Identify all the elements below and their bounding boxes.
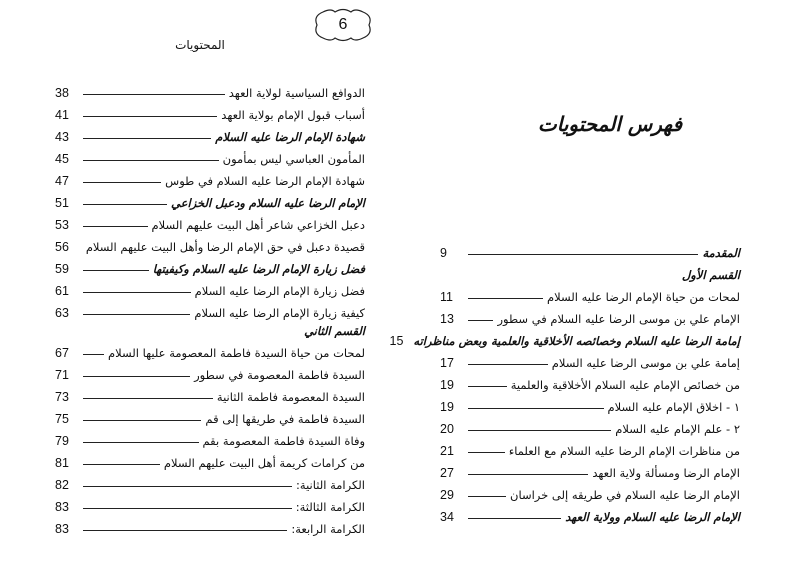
leader-line (468, 430, 611, 431)
leader-line (468, 298, 543, 299)
left-page (55, 0, 365, 561)
entry-title: المأمون العباسي ليس بمأمون (222, 152, 365, 166)
toc-entry[interactable] (55, 144, 365, 166)
entry-page: 53 (55, 218, 69, 232)
toc-entry[interactable] (440, 392, 740, 414)
entry-page: 15 (389, 334, 404, 348)
entry-page: 63 (55, 306, 69, 320)
entry-page: 41 (55, 108, 69, 122)
leader-line (83, 116, 217, 117)
entry-page: 11 (440, 290, 453, 304)
entry-title: الكرامة الثالثة: (295, 500, 365, 514)
leader-line (83, 530, 287, 531)
entry-page: 71 (55, 368, 69, 382)
toc-entry[interactable] (55, 492, 365, 514)
entry-title: الكرامة الثانية: (296, 478, 365, 492)
running-header: المحتويات (175, 38, 225, 52)
toc-entry[interactable] (440, 348, 740, 370)
entry-title: المقدمة (702, 246, 740, 260)
toc-entry[interactable] (55, 404, 365, 426)
entry-page: 79 (55, 434, 69, 448)
leader-line (468, 408, 604, 409)
entry-title: السيدة المعصومة فاطمة الثانية (216, 390, 365, 404)
toc-entry[interactable] (389, 326, 740, 348)
toc-entry[interactable] (55, 122, 365, 144)
toc-entry[interactable] (55, 254, 365, 276)
leader-line (83, 464, 160, 465)
entry-title: شهادة الإمام الرضا عليه السلام (215, 130, 365, 144)
right-page (389, 0, 740, 561)
toc-section-2 (55, 316, 365, 536)
entry-page: 83 (55, 522, 69, 536)
toc-entry[interactable] (440, 370, 740, 392)
toc-entry[interactable] (55, 232, 365, 254)
entry-title: وفاة السيدة فاطمة المعصومة بقم (202, 434, 365, 448)
entry-page: 21 (440, 444, 454, 458)
page-number: 6 (338, 16, 348, 33)
toc-entry[interactable] (440, 304, 740, 326)
entry-title: فضل زيارة الإمام الرضا عليه السلام (194, 284, 365, 298)
leader-line (468, 254, 698, 255)
page-number-badge (313, 8, 373, 42)
entry-page: 34 (440, 510, 454, 524)
leader-line (83, 94, 225, 95)
leader-line (83, 182, 161, 183)
leader-line (83, 486, 292, 487)
leader-line (468, 364, 548, 365)
entry-page: 27 (440, 466, 454, 480)
entry-page: 81 (55, 456, 69, 470)
toc-entry[interactable] (55, 210, 365, 232)
entry-page: 9 (440, 246, 447, 260)
entry-title: قصيدة دعبل في حق الإمام الرضا وأهل البيت عليهم السلام (85, 240, 365, 254)
leader-line (83, 292, 191, 293)
entry-title: من مناظرات الإمام الرضا عليه السلام مع العلماء (508, 444, 740, 458)
entry-title: دعبل الخزاعي شاعر أهل البيت عليهم السلام (151, 218, 365, 232)
leader-line (83, 314, 190, 315)
entry-title: إمامة علي بن موسى الرضا عليه السلام (551, 356, 740, 370)
entry-title: إمامة الرضا عليه السلام وخصائصه الأخلاقية والعلمية وبعض مناظراته (413, 334, 740, 348)
entry-page: 59 (55, 262, 69, 276)
entry-title: ١ - اخلاق الإمام عليه السلام (607, 400, 740, 414)
leader-line (83, 442, 199, 443)
leader-line (83, 354, 104, 355)
entry-title: السيدة فاطمة المعصومة في سطور (194, 368, 365, 382)
toc-entry[interactable] (55, 360, 365, 382)
leader-line (468, 386, 507, 387)
entry-page: 38 (55, 86, 69, 100)
toc-entry[interactable] (55, 426, 365, 448)
leader-line (83, 420, 201, 421)
toc-entry[interactable] (55, 470, 365, 492)
entry-page: 51 (55, 196, 69, 210)
section-heading: القسم الأول (681, 268, 740, 282)
leader-line (468, 320, 493, 321)
entry-page: 73 (55, 390, 69, 404)
entry-page: 83 (55, 500, 69, 514)
entry-page: 61 (55, 284, 69, 298)
entry-title: الإمام الرضا عليه السلام في طريقه إلى خراسان (510, 488, 740, 502)
toc-entry[interactable] (55, 382, 365, 404)
toc-list (55, 78, 365, 320)
page-title: فهرس المحتويات (537, 112, 683, 136)
entry-title: لمحات من حياة السيدة فاطمة المعصومة عليها السلام (108, 346, 365, 360)
leader-line (468, 452, 505, 453)
entry-title: شهادة الإمام الرضا عليه السلام في طوس (165, 174, 365, 188)
entry-title: أسباب قبول الإمام بولاية العهد (221, 108, 365, 122)
entry-title: الإمام الرضا عليه السلام وولاية العهد (565, 510, 740, 524)
entry-page: 19 (440, 378, 454, 392)
toc-entry[interactable] (440, 502, 740, 524)
toc-list (389, 238, 740, 524)
toc-entry[interactable] (440, 458, 740, 480)
section-heading: القسم الثاني (304, 324, 365, 338)
entry-page: 67 (55, 346, 69, 360)
toc-entry[interactable] (55, 100, 365, 122)
entry-title: كيفية زيارة الإمام الرضا عليه السلام (194, 306, 365, 320)
entry-page: 45 (55, 152, 69, 166)
entry-title: الدوافع السياسية لولاية العهد (228, 86, 365, 100)
entry-page: 20 (440, 422, 454, 436)
leader-line (83, 376, 190, 377)
leader-line (83, 204, 167, 205)
entry-title: الإمام الرضا عليه السلام ودعبل الخزاعي (171, 196, 365, 210)
entry-title: الإمام علي بن موسى الرضا عليه السلام في سطور (497, 312, 740, 326)
toc-entry[interactable] (55, 166, 365, 188)
leader-line (83, 398, 213, 399)
leader-line (468, 518, 561, 519)
entry-title: ٢ - علم الإمام عليه السلام (615, 422, 740, 436)
entry-title: الكرامة الرابعة: (291, 522, 365, 536)
toc-entry[interactable] (440, 436, 740, 458)
entry-page: 29 (440, 488, 454, 502)
leader-line (83, 508, 292, 509)
toc-entry[interactable] (55, 338, 365, 360)
leader-line (83, 160, 219, 161)
toc-entry[interactable] (55, 276, 365, 298)
leader-line (83, 226, 148, 227)
entry-title: الإمام الرضا ومسألة ولاية العهد (592, 466, 740, 480)
entry-page: 19 (440, 400, 454, 414)
entry-title: السيدة فاطمة في طريقها إلى قم (205, 412, 365, 426)
leader-line (468, 496, 506, 497)
entry-page: 13 (440, 312, 454, 326)
toc-entry[interactable] (55, 514, 365, 536)
entry-title: لمحات من حياة الإمام الرضا عليه السلام (547, 290, 740, 304)
toc-entry[interactable] (55, 448, 365, 470)
entry-page: 47 (55, 174, 69, 188)
toc-entry[interactable] (55, 78, 365, 100)
entry-title: من كرامات كريمة أهل البيت عليهم السلام (163, 456, 365, 470)
leader-line (83, 270, 149, 271)
toc-entry[interactable] (440, 480, 740, 502)
toc-entry[interactable] (55, 188, 365, 210)
entry-page: 43 (55, 130, 69, 144)
entry-page: 17 (440, 356, 454, 370)
toc-entry[interactable] (440, 414, 740, 436)
entry-page: 82 (55, 478, 69, 492)
entry-title: من خصائص الإمام عليه السلام الأخلاقية والعلمية (510, 378, 740, 392)
entry-title: فضل زيارة الإمام الرضا عليه السلام وكيفيتها (152, 262, 365, 276)
leader-line (468, 474, 588, 475)
entry-page: 56 (55, 240, 69, 254)
leader-line (83, 138, 211, 139)
toc-entry-intro[interactable] (440, 238, 740, 260)
toc-entry[interactable] (440, 282, 740, 304)
entry-page: 75 (55, 412, 69, 426)
